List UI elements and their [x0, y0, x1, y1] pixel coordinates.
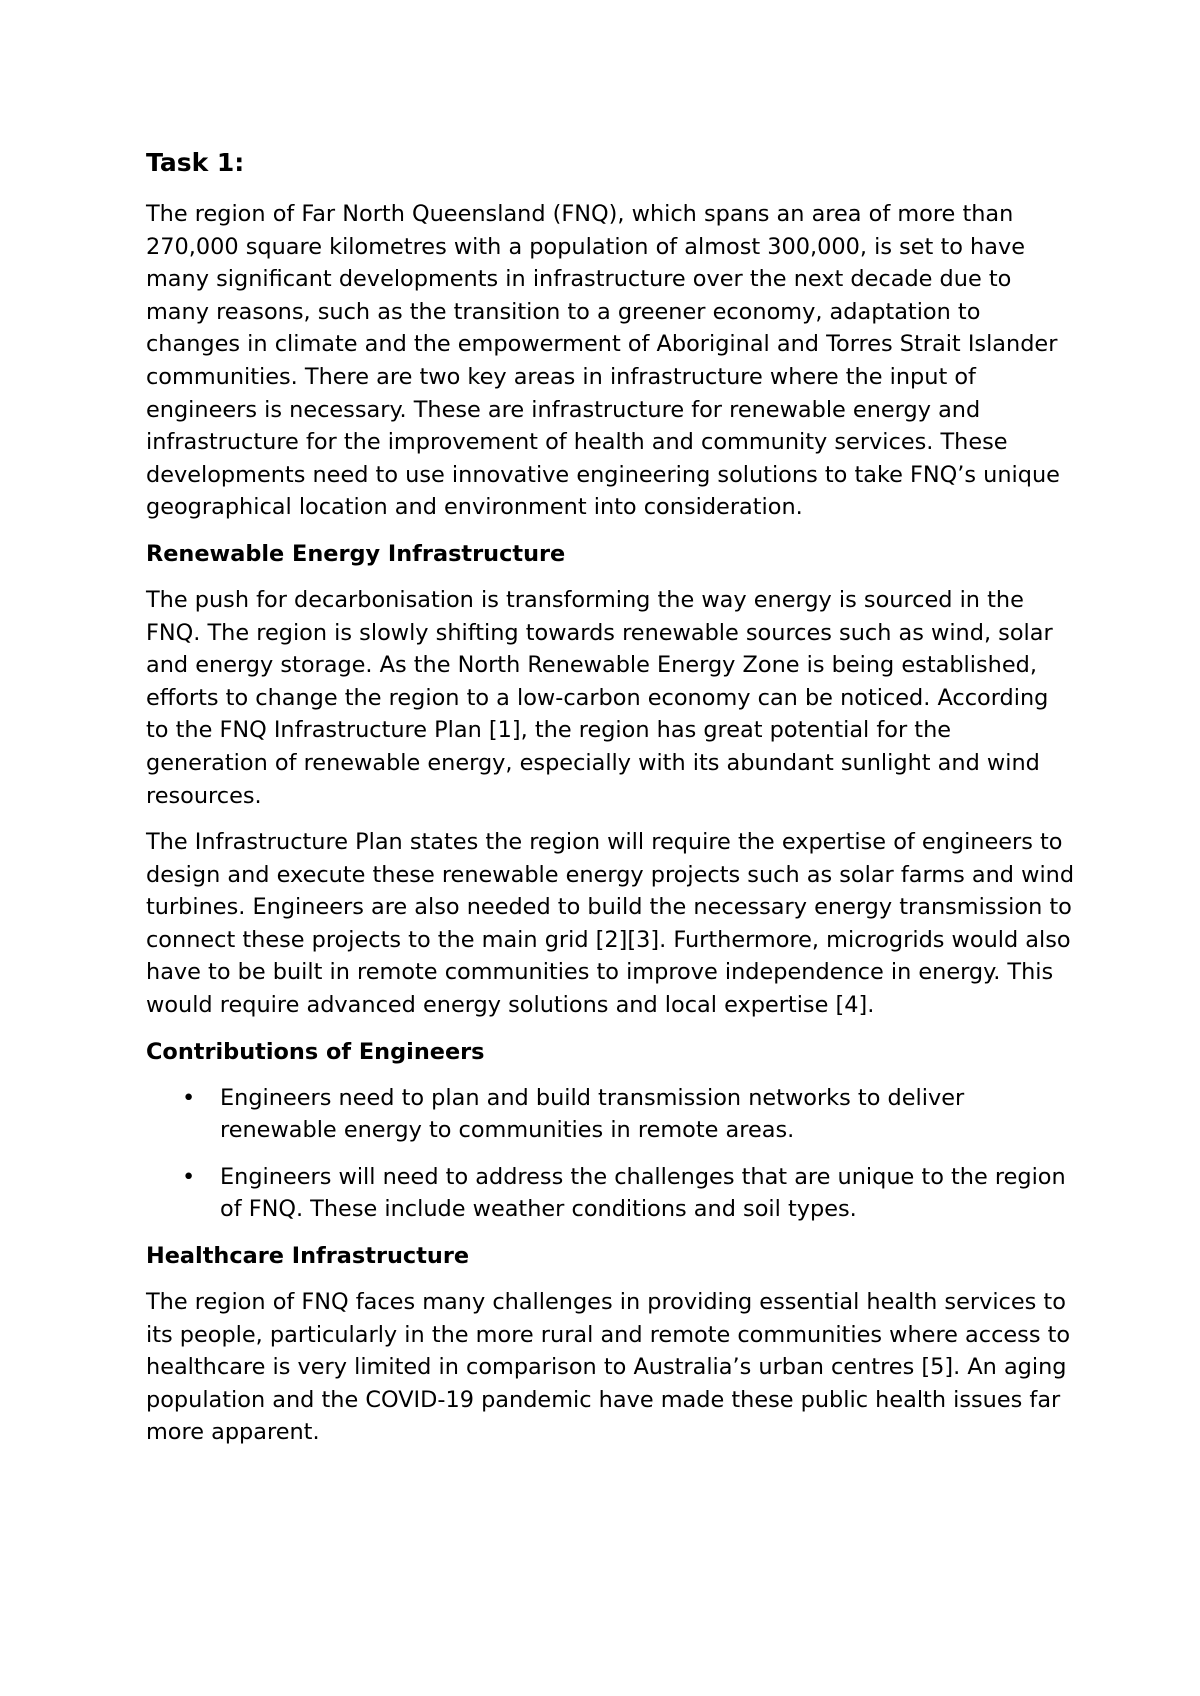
- bullet-icon: •: [182, 1163, 196, 1190]
- renewable-paragraph-1: The push for decarbonisation is transforming the way energy is sourced in the FNQ. The region is slowly shifting towards renewable sources such as wind, solar and energy storage. As the North Renewable Energy Zone is being established, efforts to change the region to a low-carbon economy can be noticed. According to the FNQ Infrastructure Plan [1], the region has great potential for the generation of renewable energy, especially with its abundant sunlight and wind resources.: [146, 586, 1053, 809]
- contributions-list: [146, 1082, 1076, 1226]
- list-item: [146, 1082, 1076, 1147]
- list-item: [146, 1161, 1076, 1226]
- renewable-energy-heading: Renewable Energy Infrastructure: [146, 540, 566, 567]
- healthcare-paragraph-1: The region of FNQ faces many challenges in providing essential health services to its people, particularly in the more rural and remote communities where access to healthcare is very limited in comparison to Australia’s urban centres [5]. An aging population and the COVID-19 pandemic have made these public health issues far more apparent.: [146, 1289, 1071, 1446]
- document-page: [146, 146, 1076, 1463]
- document-title: Task 1:: [146, 148, 245, 177]
- healthcare-heading: Healthcare Infrastructure: [146, 1243, 470, 1270]
- bullet-icon: •: [182, 1084, 196, 1111]
- list-item-text: Engineers will need to address the challenges that are unique to the region of FNQ. These include weather conditions and soil types.: [220, 1163, 1066, 1223]
- intro-paragraph: The region of Far North Queensland (FNQ), which spans an area of more than 270,000 square kilometres with a population of almost 300,000, is set to have many significant developments in infrastructure over the next decade due to many reasons, such as the transition to a greener economy, adaptation to changes in climate and the empowerment of Aboriginal and Torres Strait Islander communities. There are two key areas in infrastructure where the input of engineers is necessary. These are infrastructure for renewable energy and infrastructure for the improvement of health and community services. These developments need to use innovative engineering solutions to take FNQ’s unique geographical location and environment into consideration.: [146, 201, 1060, 521]
- renewable-paragraph-2: The Infrastructure Plan states the region will require the expertise of engineers to design and execute these renewable energy projects such as solar farms and wind turbines. Engineers are also needed to build the necessary energy transmission to connect these projects to the main grid [2][3]. Furthermore, microgrids would also have to be built in remote communities to improve independence in energy. This would require advanced energy solutions and local expertise [4].: [146, 829, 1075, 1019]
- list-item-text: Engineers need to plan and build transmission networks to deliver renewable energy to communities in remote areas.: [220, 1084, 965, 1144]
- contributions-heading: Contributions of Engineers: [146, 1038, 485, 1065]
